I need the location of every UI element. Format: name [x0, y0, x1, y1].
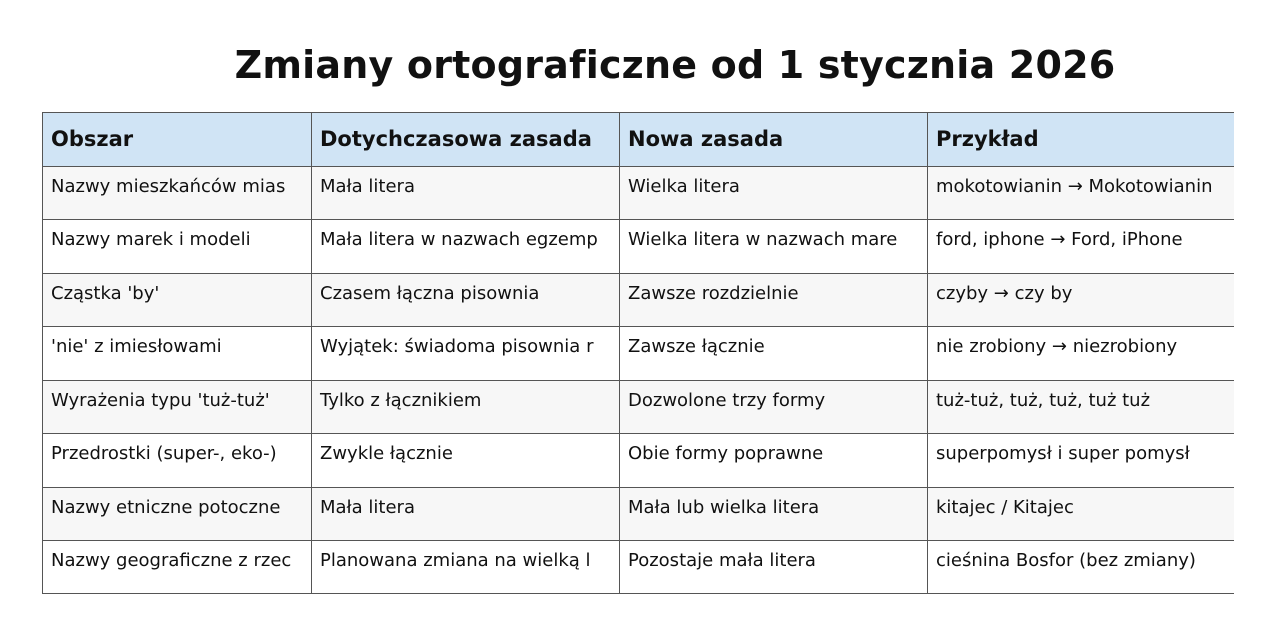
cell-obszar: Nazwy mieszkańców mias — [42, 166, 311, 220]
table-row — [42, 273, 1234, 327]
cell-obszar: Nazwy etniczne potoczne — [42, 487, 311, 541]
cell-nowa: Wielka litera w nazwach mare — [619, 219, 927, 273]
cell-nowa: Obie formy poprawne — [619, 433, 927, 487]
cell-dotychczasowa: Wyjątek: świadoma pisownia r — [311, 326, 619, 380]
cell-dotychczasowa: Czasem łączna pisownia — [311, 273, 619, 327]
cell-nowa: Wielka litera — [619, 166, 927, 220]
cell-dotychczasowa: Mała litera — [311, 166, 619, 220]
cell-przyklad: cieśnina Bosfor (bez zmiany) — [927, 540, 1234, 594]
table-row — [42, 326, 1234, 380]
table-row — [42, 487, 1234, 541]
cell-przyklad: ford, iphone → Ford, iPhone — [927, 219, 1234, 273]
cell-dotychczasowa: Mała litera w nazwach egzemp — [311, 219, 619, 273]
cell-przyklad: czyby → czy by — [927, 273, 1234, 327]
cell-przyklad: nie zrobiony → niezrobiony — [927, 326, 1234, 380]
cell-nowa: Zawsze łącznie — [619, 326, 927, 380]
table-row — [42, 433, 1234, 487]
header-obszar: Obszar — [42, 112, 311, 166]
table-row — [42, 380, 1234, 434]
cell-przyklad: mokotowianin → Mokotowianin — [927, 166, 1234, 220]
cell-obszar: Wyrażenia typu 'tuż-tuż' — [42, 380, 311, 434]
cell-obszar: Cząstka 'by' — [42, 273, 311, 327]
cell-nowa: Pozostaje mała litera — [619, 540, 927, 594]
cell-przyklad: superpomysł i super pomysł — [927, 433, 1234, 487]
spelling-changes-table — [42, 112, 1234, 595]
table-row — [42, 540, 1234, 594]
cell-dotychczasowa: Zwykle łącznie — [311, 433, 619, 487]
cell-obszar: Przedrostki (super-, eko-) — [42, 433, 311, 487]
table-header-row — [42, 112, 1234, 166]
cell-obszar: 'nie' z imiesłowami — [42, 326, 311, 380]
header-przyklad: Przykład — [927, 112, 1234, 166]
cell-nowa: Mała lub wielka litera — [619, 487, 927, 541]
cell-nowa: Zawsze rozdzielnie — [619, 273, 927, 327]
table-bottom-border — [42, 593, 1234, 594]
table-row — [42, 219, 1234, 273]
cell-dotychczasowa: Tylko z łącznikiem — [311, 380, 619, 434]
cell-dotychczasowa: Planowana zmiana na wielką l — [311, 540, 619, 594]
cell-nowa: Dozwolone trzy formy — [619, 380, 927, 434]
table-row — [42, 166, 1234, 220]
cell-obszar: Nazwy marek i modeli — [42, 219, 311, 273]
header-nowa-zasada: Nowa zasada — [619, 112, 927, 166]
cell-dotychczasowa: Mała litera — [311, 487, 619, 541]
cell-przyklad: kitajec / Kitajec — [927, 487, 1234, 541]
page-title: Zmiany ortograficzne od 1 stycznia 2026 — [234, 43, 1116, 87]
cell-przyklad: tuż-tuż, tuż, tuż, tuż tuż — [927, 380, 1234, 434]
cell-obszar: Nazwy geograficzne z rzec — [42, 540, 311, 594]
header-dotychczasowa-zasada: Dotychczasowa zasada — [311, 112, 619, 166]
